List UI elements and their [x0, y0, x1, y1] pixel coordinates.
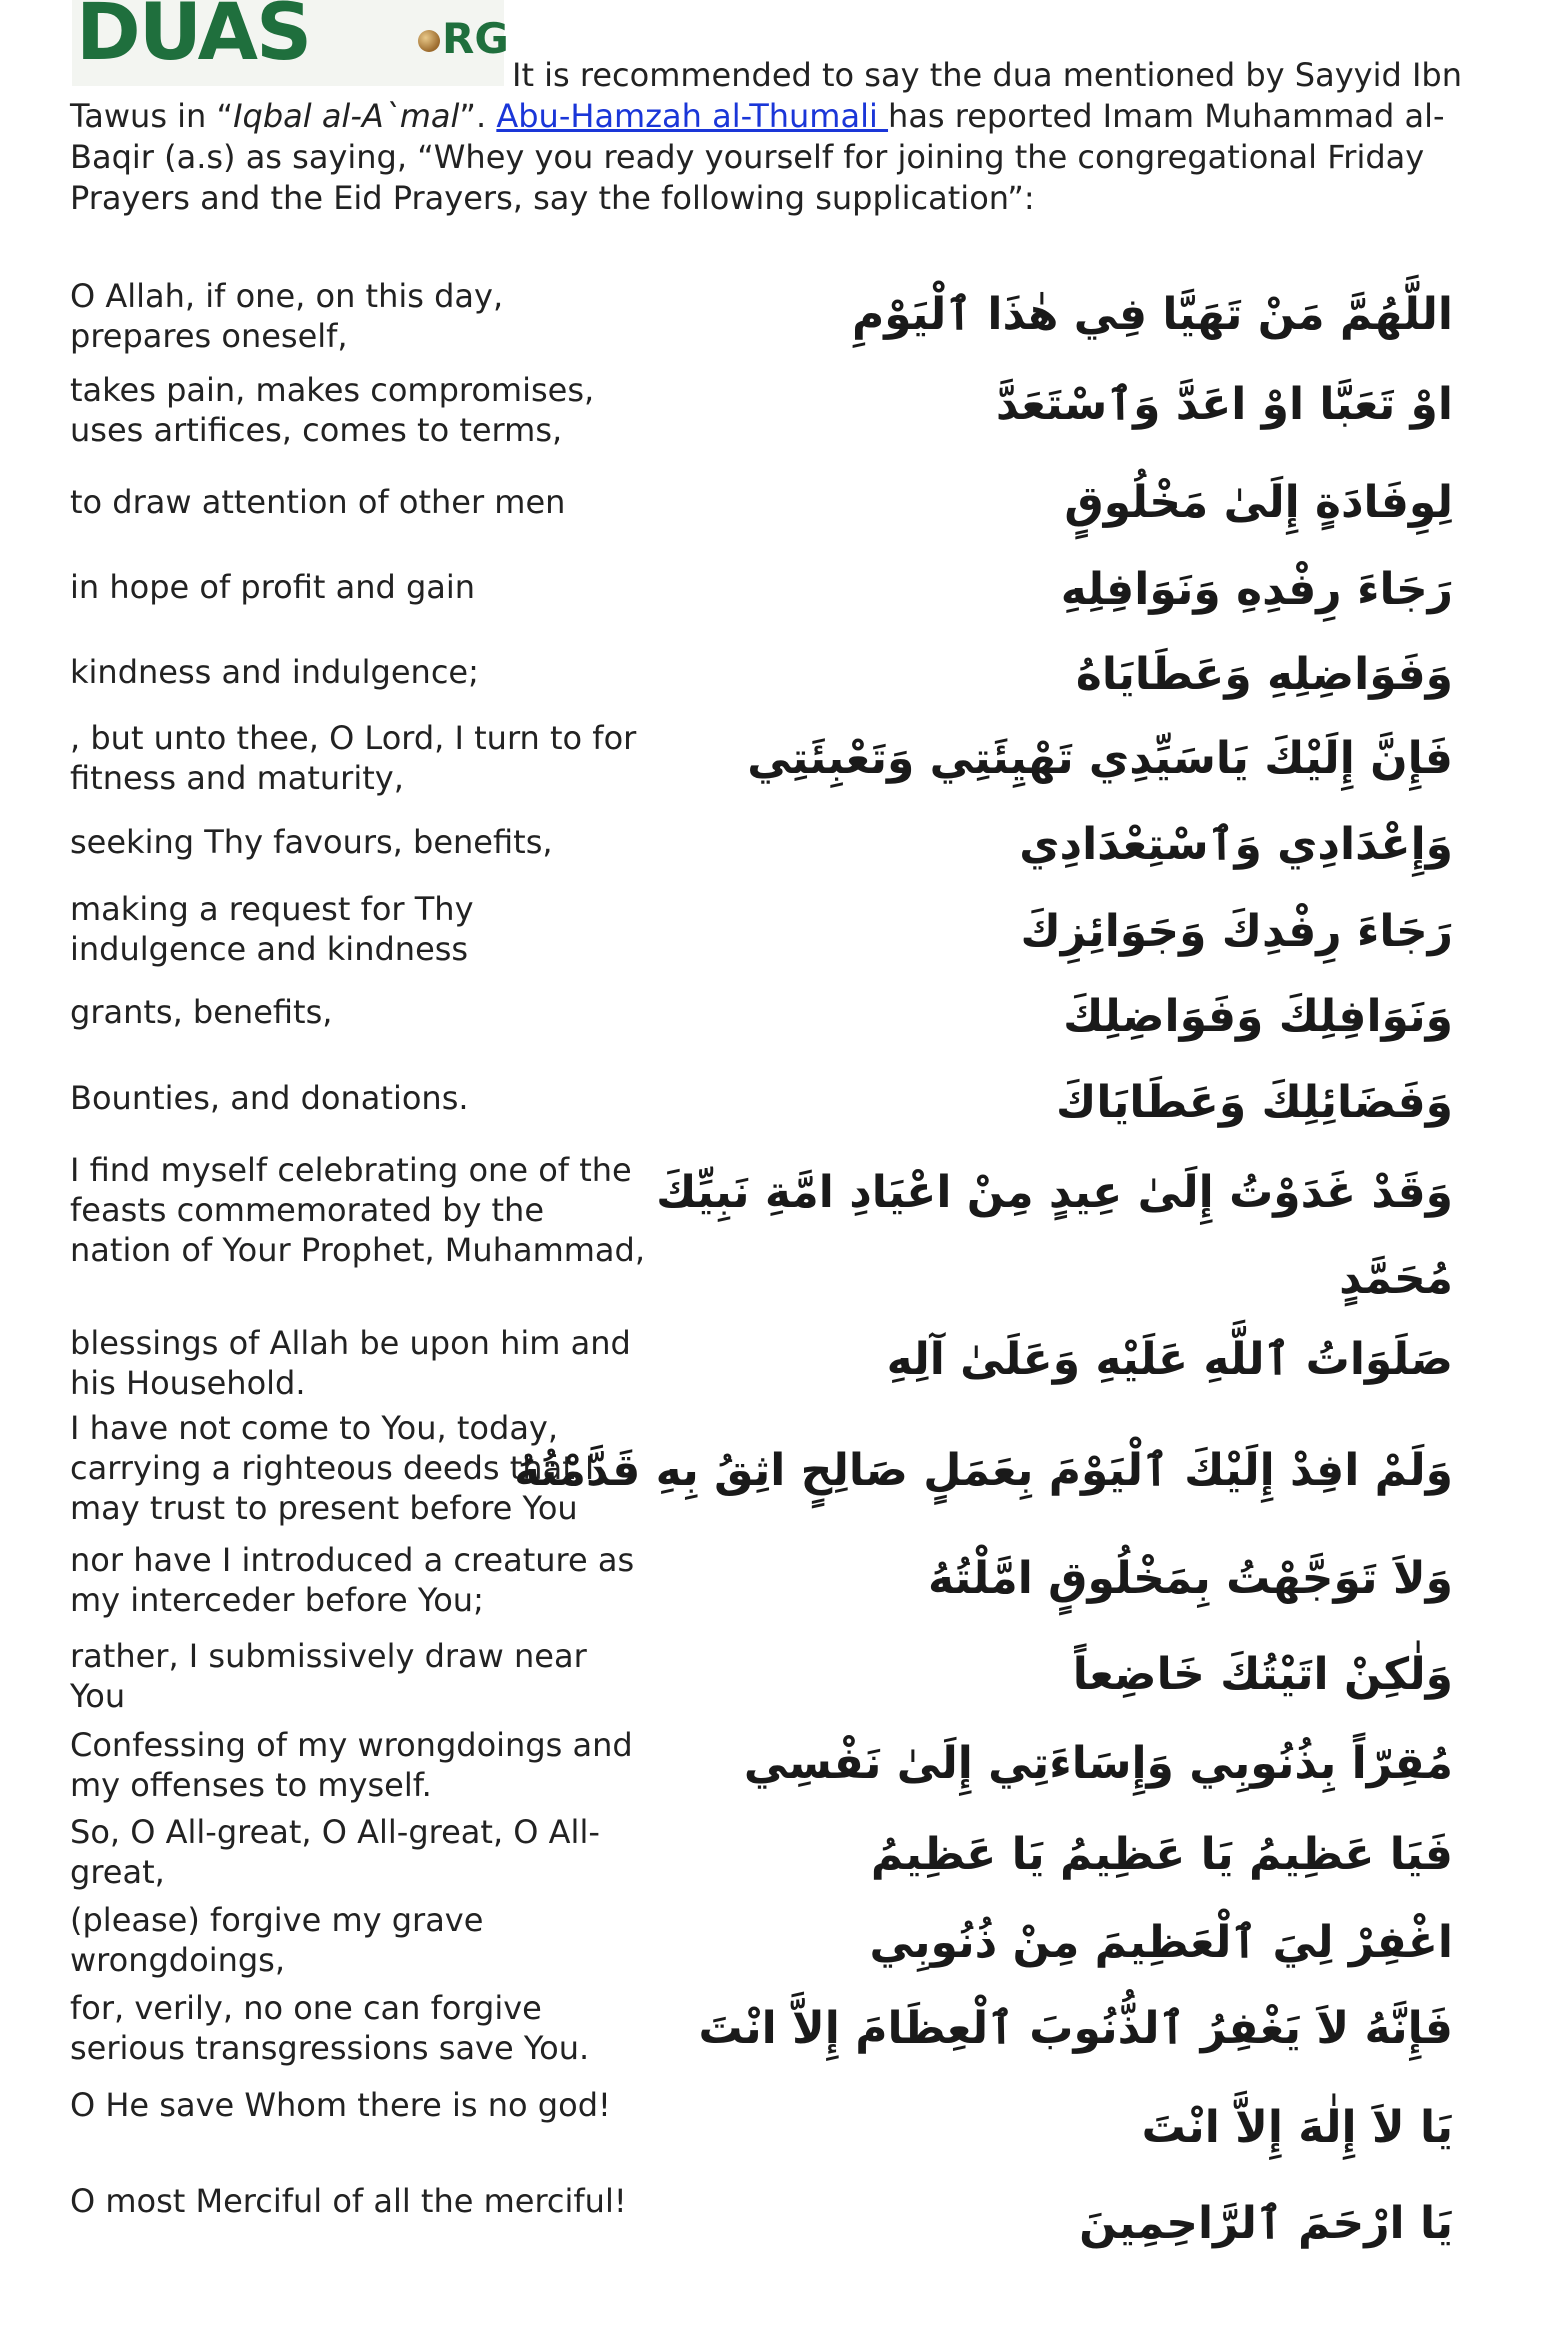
translation-text: , but unto thee, O Lord, I turn to for fitness and maturity, [70, 719, 637, 797]
translation-text: takes pain, makes compromises, uses artifices, comes to terms, [70, 371, 595, 449]
arabic-text: وَفَضَائِلِكَ وَعَطَايَاكَ [1056, 1077, 1453, 1128]
translation-text: to draw attention of other men [70, 483, 566, 521]
arabic-text: يَا ارْحَمَ ٱلرَّاحِمِينَ [1079, 2198, 1453, 2249]
arabic-text: اوْ تَعَبَّا اوْ اعَدَّ وَٱسْتَعَدَّ [995, 379, 1453, 430]
arabic-text: اغْفِرْ لِيَ ٱلْعَظِيمَ مِنْ ذُنُوبِي [869, 1917, 1453, 1968]
intro-book-title: Iqbal al-A`mal [233, 97, 460, 135]
arabic-text: وَفَوَاضِلِهِ وَعَطَايَاهُ [1075, 649, 1453, 700]
translation-text: making a request for Thy indulgence and kindness [70, 890, 474, 968]
translation-text: Confessing of my wrongdoings and my offenses to myself. [70, 1726, 633, 1804]
translation-text: I have not come to You, today, carrying a righteous deeds that I may trust to present before You [70, 1409, 595, 1527]
intro-text-2: ”. [459, 97, 497, 135]
translation-text: Bounties, and donations. [70, 1079, 469, 1117]
arabic-text: وَلَمْ افِدْ إِلَيْكَ ٱلْيَوْمَ بِعَمَلٍ صَالِحٍ اثِقُ بِهِ قَدَّمْتُهُ [514, 1445, 1453, 1496]
arabic-text: فَيَا عَظِيمُ يَا عَظِيمُ يَا عَظِيمُ [870, 1829, 1453, 1880]
translation-text: I find myself celebrating one of the feasts commemorated by the nation of Your Prophet, Muhammad, [70, 1151, 646, 1269]
arabic-text: وَلاَ تَوَجَّهْتُ بِمَخْلُوقٍ امَّلْتُهُ [927, 1553, 1453, 1604]
translation-text: seeking Thy favours, benefits, [70, 823, 553, 861]
translation-text: blessings of Allah be upon him and his Household. [70, 1324, 631, 1402]
arabic-text: لِوِفَادَةٍ إِلَىٰ مَخْلُوقٍ [1064, 477, 1453, 528]
translation-text: in hope of profit and gain [70, 568, 476, 606]
translation-text: for, verily, no one can forgive serious transgressions save You. [70, 1989, 590, 2067]
translation-text: kindness and indulgence; [70, 653, 479, 691]
arabic-text: مُقِرّاً بِذُنُوبِي وَإِسَاءَتِي إِلَىٰ نَفْسِي [743, 1738, 1453, 1789]
arabic-text: صَلَوَاتُ ٱللَّهِ عَلَيْهِ وَعَلَىٰ آلِهِ [886, 1334, 1453, 1385]
arabic-text: يَا لاَ إِلٰهَ إِلاَّ انْتَ [1141, 2102, 1453, 2153]
arabic-text: اللَّهُمَّ مَنْ تَهَيَّا فِي هٰذَا ٱلْيَوْمِ [851, 289, 1453, 340]
logo-suffix-text: RG [442, 14, 509, 63]
narrator-link[interactable]: Abu-Hamzah al-Thumali [496, 97, 889, 135]
arabic-text-continuation: مُحَمَّدٍ [1339, 1253, 1453, 1304]
translation-text: rather, I submissively draw near You [70, 1637, 587, 1715]
translation-text: (please) forgive my grave wrongdoings, [70, 1901, 484, 1979]
translation-text: O most Merciful of all the merciful! [70, 2182, 627, 2220]
arabic-text: فَإِنَّهُ لاَ يَغْفِرُ ٱلذُّنُوبَ ٱلْعِظَامَ إِلاَّ انْتَ [698, 2003, 1453, 2054]
translation-text: So, O All-great, O All-great, O All-great, [70, 1813, 600, 1891]
arabic-text: فَإِنَّ إِلَيْكَ يَاسَيِّدِي تَهْيِئَتِي وَتَعْبِئَتِي [747, 733, 1453, 784]
arabic-text: وَقَدْ غَدَوْتُ إِلَىٰ عِيدٍ مِنْ اعْيَادِ امَّةِ نَبِيِّكَ [656, 1167, 1453, 1218]
arabic-text: رَجَاءَ رِفْدِهِ وَنَوَافِلِهِ [1060, 564, 1453, 615]
intro-text-1: It is recommended to say the dua mentioned by Sayyid Ibn Tawus in “ [70, 56, 1462, 135]
translation-text: O Allah, if one, on this day, prepares oneself, [70, 277, 504, 355]
arabic-text: وَنَوَافِلِكَ وَفَوَاضِلِكَ [1063, 991, 1453, 1042]
arabic-text: رَجَاءَ رِفْدِكَ وَجَوَائِزِكَ [1020, 906, 1453, 957]
arabic-text: وَلٰكِنْ اتَيْتُكَ خَاضِعاً [1072, 1649, 1453, 1700]
translation-text: O He save Whom there is no god! [70, 2086, 611, 2124]
intro-text-3: has reported Imam Muhammad al-Baqir (a.s) as saying, “Whey you ready yourself for joining the congregational Friday Prayers and the Eid Prayers, say the following supplication”: [70, 97, 1445, 217]
logo-main-text: DUAS [76, 0, 311, 78]
translation-text: grants, benefits, [70, 993, 333, 1031]
translation-text: nor have I introduced a creature as my interceder before You; [70, 1541, 635, 1619]
intro-paragraph [70, 55, 1500, 219]
arabic-text: وَإِعْدَادِي وَٱسْتِعْدَادِي [1019, 819, 1453, 870]
logo-globe-icon [418, 30, 440, 52]
